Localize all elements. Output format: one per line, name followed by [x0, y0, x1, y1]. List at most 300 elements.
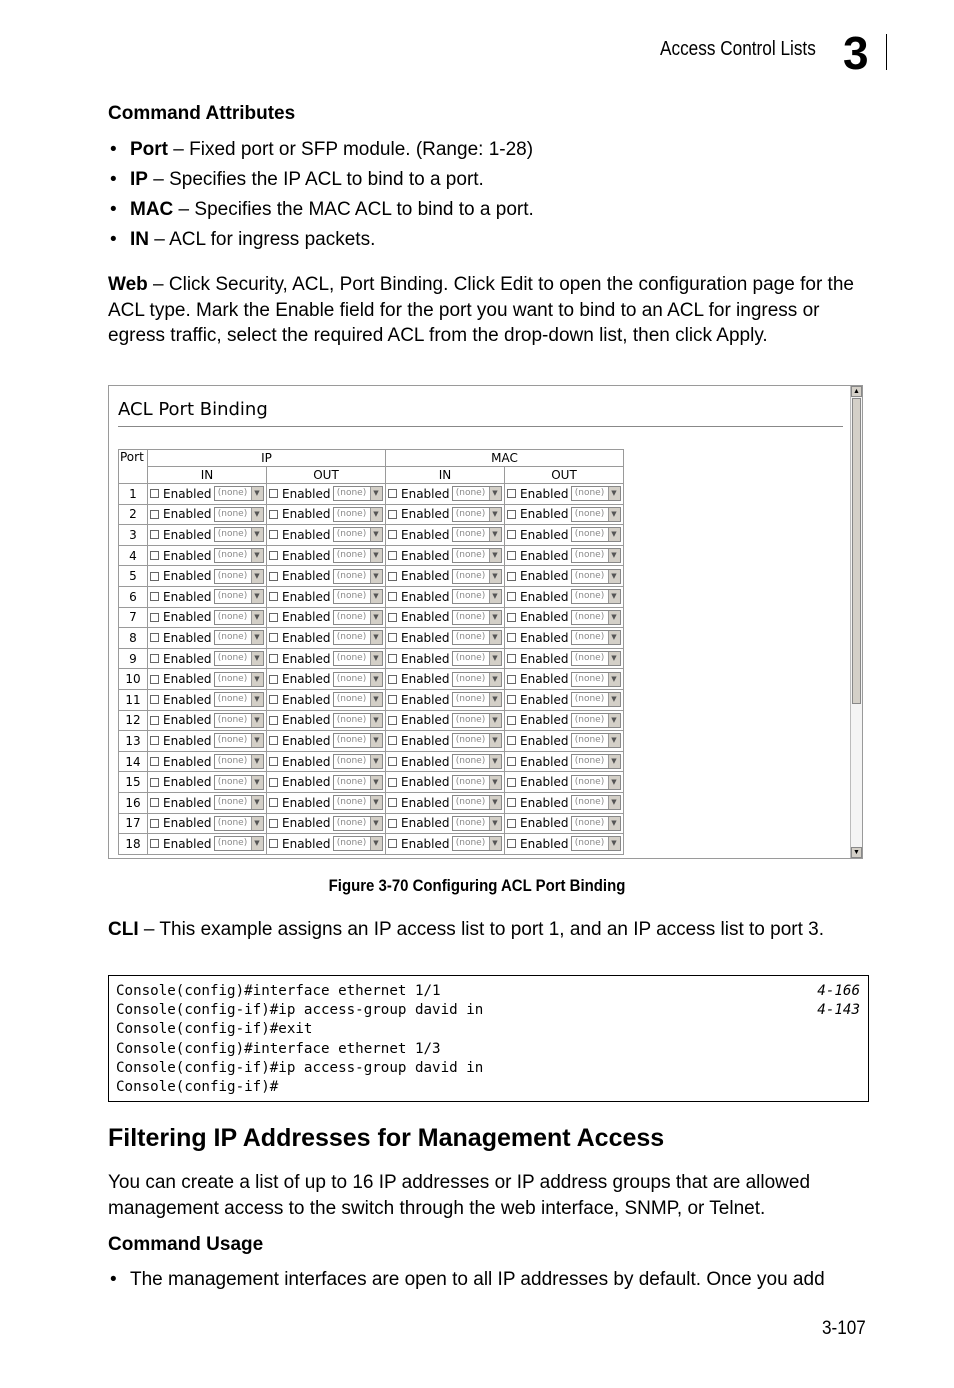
- enabled-label: Enabled: [163, 610, 212, 625]
- acl-select[interactable]: [452, 527, 502, 542]
- acl-select[interactable]: [214, 713, 264, 728]
- binding-cell-mac-in: [386, 813, 505, 834]
- acl-select[interactable]: [571, 713, 621, 728]
- enabled-checkbox[interactable]: [507, 633, 516, 642]
- enabled-checkbox[interactable]: [269, 798, 278, 807]
- acl-select[interactable]: [214, 507, 264, 522]
- acl-select[interactable]: [333, 589, 383, 604]
- dropdown-arrow-icon[interactable]: ▼: [370, 755, 382, 768]
- attribute-item-ip: • IP – Specifies the IP ACL to bind to a port.: [108, 165, 868, 195]
- dropdown-arrow-icon[interactable]: ▼: [251, 631, 263, 644]
- acl-select[interactable]: [214, 486, 264, 501]
- dropdown-arrow-icon[interactable]: ▼: [489, 549, 501, 562]
- enabled-checkbox[interactable]: [150, 530, 159, 539]
- acl-select-value: (none): [217, 694, 248, 705]
- acl-select[interactable]: [452, 630, 502, 645]
- enabled-checkbox[interactable]: [150, 654, 159, 663]
- binding-cell-ip-in: [148, 792, 267, 813]
- acl-select[interactable]: [333, 836, 383, 851]
- enabled-checkbox[interactable]: [150, 798, 159, 807]
- dropdown-arrow-icon[interactable]: ▼: [489, 508, 501, 521]
- acl-select-value: (none): [336, 529, 367, 540]
- dropdown-arrow-icon[interactable]: ▼: [251, 528, 263, 541]
- acl-select-value: (none): [574, 673, 605, 684]
- enabled-checkbox[interactable]: [507, 736, 516, 745]
- dropdown-arrow-icon[interactable]: ▼: [370, 652, 382, 665]
- enabled-checkbox[interactable]: [150, 675, 159, 684]
- enabled-label: Enabled: [282, 775, 331, 790]
- binding-cell-mac-out: [505, 607, 624, 628]
- acl-select[interactable]: [452, 569, 502, 584]
- enabled-checkbox[interactable]: [388, 654, 397, 663]
- table-row: [119, 648, 624, 669]
- enabled-checkbox[interactable]: [388, 819, 397, 828]
- enabled-checkbox[interactable]: [507, 572, 516, 581]
- enabled-checkbox[interactable]: [269, 757, 278, 766]
- acl-select[interactable]: [571, 733, 621, 748]
- binding-cell-mac-out: [505, 628, 624, 649]
- acl-select[interactable]: [214, 651, 264, 666]
- dropdown-arrow-icon[interactable]: ▼: [370, 549, 382, 562]
- acl-select[interactable]: [571, 836, 621, 851]
- dropdown-arrow-icon[interactable]: ▼: [370, 734, 382, 747]
- enabled-label: Enabled: [282, 754, 331, 769]
- dropdown-arrow-icon[interactable]: ▼: [370, 817, 382, 830]
- dropdown-arrow-icon[interactable]: ▼: [251, 693, 263, 706]
- enabled-checkbox[interactable]: [269, 572, 278, 581]
- enabled-label: Enabled: [163, 569, 212, 584]
- dropdown-arrow-icon[interactable]: ▼: [370, 611, 382, 624]
- dropdown-arrow-icon[interactable]: ▼: [608, 549, 620, 562]
- table-row: [119, 772, 624, 793]
- dropdown-arrow-icon[interactable]: ▼: [489, 734, 501, 747]
- dropdown-arrow-icon[interactable]: ▼: [489, 590, 501, 603]
- acl-select[interactable]: [452, 486, 502, 501]
- acl-select[interactable]: [333, 569, 383, 584]
- enabled-label: Enabled: [163, 527, 212, 542]
- acl-select[interactable]: [214, 775, 264, 790]
- enabled-checkbox[interactable]: [269, 530, 278, 539]
- enabled-label: Enabled: [401, 713, 450, 728]
- dropdown-arrow-icon[interactable]: ▼: [370, 528, 382, 541]
- dropdown-arrow-icon[interactable]: ▼: [251, 776, 263, 789]
- acl-select-value: (none): [336, 673, 367, 684]
- enabled-checkbox[interactable]: [388, 839, 397, 848]
- acl-select[interactable]: [452, 836, 502, 851]
- table-row: [119, 545, 624, 566]
- acl-select[interactable]: [452, 754, 502, 769]
- enabled-checkbox[interactable]: [150, 592, 159, 601]
- acl-select-value: (none): [455, 591, 486, 602]
- section-intro: You can create a list of up to 16 IP addresses or IP address groups that are allowed management access to the switch through the web interface, SNMP, or Telnet.: [108, 1172, 811, 1219]
- enabled-checkbox[interactable]: [150, 716, 159, 725]
- dropdown-arrow-icon[interactable]: ▼: [370, 508, 382, 521]
- acl-select-value: (none): [574, 797, 605, 808]
- enabled-checkbox[interactable]: [388, 736, 397, 745]
- acl-select[interactable]: [333, 754, 383, 769]
- dropdown-arrow-icon[interactable]: ▼: [251, 590, 263, 603]
- enabled-checkbox[interactable]: [507, 757, 516, 766]
- acl-select[interactable]: [571, 548, 621, 563]
- enabled-label: Enabled: [520, 589, 569, 604]
- enabled-label: Enabled: [163, 836, 212, 851]
- acl-select-value: (none): [336, 797, 367, 808]
- enabled-checkbox[interactable]: [507, 530, 516, 539]
- dropdown-arrow-icon[interactable]: ▼: [370, 714, 382, 727]
- enabled-checkbox[interactable]: [388, 510, 397, 519]
- acl-select[interactable]: [214, 630, 264, 645]
- enabled-checkbox[interactable]: [388, 675, 397, 684]
- enabled-checkbox[interactable]: [507, 613, 516, 622]
- acl-select[interactable]: [214, 836, 264, 851]
- binding-cell-ip-out: [267, 813, 386, 834]
- acl-select[interactable]: [452, 795, 502, 810]
- enabled-checkbox[interactable]: [507, 654, 516, 663]
- dropdown-arrow-icon[interactable]: ▼: [251, 837, 263, 850]
- attribute-list: [108, 135, 868, 255]
- dropdown-arrow-icon[interactable]: ▼: [608, 714, 620, 727]
- acl-select[interactable]: [571, 630, 621, 645]
- enabled-checkbox[interactable]: [507, 839, 516, 848]
- dropdown-arrow-icon[interactable]: ▼: [489, 673, 501, 686]
- port-number: 18: [119, 834, 148, 855]
- enabled-checkbox[interactable]: [507, 716, 516, 725]
- acl-select-value: (none): [574, 776, 605, 787]
- acl-select[interactable]: [571, 486, 621, 501]
- acl-select-value: (none): [217, 735, 248, 746]
- enabled-checkbox[interactable]: [150, 489, 159, 498]
- enabled-checkbox[interactable]: [269, 736, 278, 745]
- enabled-checkbox[interactable]: [507, 778, 516, 787]
- acl-select[interactable]: [214, 548, 264, 563]
- acl-select[interactable]: [571, 795, 621, 810]
- dropdown-arrow-icon[interactable]: ▼: [489, 652, 501, 665]
- binding-cell-ip-in: [148, 566, 267, 587]
- acl-select[interactable]: [452, 816, 502, 831]
- acl-select[interactable]: [452, 507, 502, 522]
- dropdown-arrow-icon[interactable]: ▼: [489, 796, 501, 809]
- enabled-label: Enabled: [163, 795, 212, 810]
- acl-select[interactable]: [452, 733, 502, 748]
- acl-select[interactable]: [214, 733, 264, 748]
- acl-select[interactable]: [571, 610, 621, 625]
- dropdown-arrow-icon[interactable]: ▼: [608, 693, 620, 706]
- acl-binding-table: [118, 449, 624, 855]
- enabled-checkbox[interactable]: [507, 819, 516, 828]
- acl-select[interactable]: [214, 816, 264, 831]
- table-row: [119, 607, 624, 628]
- acl-select-value: (none): [217, 570, 248, 581]
- sub-header-mac-out: OUT: [505, 467, 624, 484]
- enabled-checkbox[interactable]: [150, 736, 159, 745]
- dropdown-arrow-icon[interactable]: ▼: [608, 611, 620, 624]
- dropdown-arrow-icon[interactable]: ▼: [489, 611, 501, 624]
- enabled-checkbox[interactable]: [269, 819, 278, 828]
- enabled-checkbox[interactable]: [507, 551, 516, 560]
- dropdown-arrow-icon[interactable]: ▼: [370, 673, 382, 686]
- enabled-checkbox[interactable]: [269, 489, 278, 498]
- dropdown-arrow-icon[interactable]: ▼: [370, 631, 382, 644]
- enabled-checkbox[interactable]: [388, 592, 397, 601]
- enabled-checkbox[interactable]: [507, 592, 516, 601]
- acl-select[interactable]: [333, 672, 383, 687]
- code-line: Console(config)#interface ethernet 1/3: [116, 1040, 441, 1057]
- section-heading: Filtering IP Addresses for Management Access: [108, 1124, 665, 1152]
- acl-select-value: (none): [574, 570, 605, 581]
- acl-select[interactable]: [214, 527, 264, 542]
- acl-select[interactable]: [452, 672, 502, 687]
- table-row: [119, 566, 624, 587]
- acl-select[interactable]: [333, 486, 383, 501]
- acl-select[interactable]: [333, 816, 383, 831]
- dropdown-arrow-icon[interactable]: ▼: [489, 817, 501, 830]
- binding-cell-ip-out: [267, 504, 386, 525]
- dropdown-arrow-icon[interactable]: ▼: [489, 570, 501, 583]
- acl-select[interactable]: [333, 733, 383, 748]
- enabled-checkbox[interactable]: [269, 695, 278, 704]
- code-line: Console(config)#interface ethernet 1/1 4-166: [116, 983, 860, 999]
- dropdown-arrow-icon[interactable]: ▼: [251, 611, 263, 624]
- dropdown-arrow-icon[interactable]: ▼: [370, 590, 382, 603]
- acl-select[interactable]: [452, 775, 502, 790]
- binding-cell-ip-in: [148, 504, 267, 525]
- binding-cell-ip-in: [148, 834, 267, 855]
- dropdown-arrow-icon[interactable]: ▼: [608, 590, 620, 603]
- acl-select[interactable]: [333, 548, 383, 563]
- dropdown-arrow-icon[interactable]: ▼: [251, 734, 263, 747]
- code-line: Console(config-if)#ip access-group david in: [116, 1059, 484, 1076]
- binding-cell-ip-in: [148, 710, 267, 731]
- dropdown-arrow-icon[interactable]: ▼: [608, 755, 620, 768]
- enabled-checkbox[interactable]: [388, 716, 397, 725]
- dropdown-arrow-icon[interactable]: ▼: [251, 714, 263, 727]
- enabled-checkbox[interactable]: [150, 839, 159, 848]
- enabled-label: Enabled: [520, 713, 569, 728]
- binding-cell-ip-out: [267, 731, 386, 752]
- enabled-checkbox[interactable]: [507, 489, 516, 498]
- acl-select[interactable]: [571, 527, 621, 542]
- acl-select[interactable]: [214, 672, 264, 687]
- enabled-checkbox[interactable]: [507, 798, 516, 807]
- dropdown-arrow-icon[interactable]: ▼: [370, 693, 382, 706]
- enabled-label: Enabled: [401, 527, 450, 542]
- enabled-checkbox[interactable]: [150, 757, 159, 766]
- acl-select[interactable]: [214, 795, 264, 810]
- acl-select[interactable]: [571, 692, 621, 707]
- enabled-checkbox[interactable]: [388, 489, 397, 498]
- enabled-checkbox[interactable]: [388, 633, 397, 642]
- enabled-checkbox[interactable]: [388, 798, 397, 807]
- port-number: 17: [119, 813, 148, 834]
- acl-select[interactable]: [214, 610, 264, 625]
- enabled-label: Enabled: [282, 486, 331, 501]
- enabled-checkbox[interactable]: [269, 633, 278, 642]
- dropdown-arrow-icon[interactable]: ▼: [251, 652, 263, 665]
- enabled-label: Enabled: [520, 692, 569, 707]
- enabled-checkbox[interactable]: [269, 716, 278, 725]
- acl-select[interactable]: [571, 569, 621, 584]
- enabled-checkbox[interactable]: [507, 695, 516, 704]
- enabled-checkbox[interactable]: [388, 695, 397, 704]
- enabled-checkbox[interactable]: [269, 613, 278, 622]
- acl-select[interactable]: [571, 651, 621, 666]
- enabled-checkbox[interactable]: [507, 675, 516, 684]
- dropdown-arrow-icon[interactable]: ▼: [489, 776, 501, 789]
- enabled-checkbox[interactable]: [150, 551, 159, 560]
- enabled-label: Enabled: [282, 651, 331, 666]
- binding-cell-ip-in: [148, 586, 267, 607]
- command-attributes-heading: Command Attributes: [108, 103, 296, 124]
- enabled-checkbox[interactable]: [269, 839, 278, 848]
- acl-select[interactable]: [571, 672, 621, 687]
- dropdown-arrow-icon[interactable]: ▼: [251, 755, 263, 768]
- table-row: [119, 813, 624, 834]
- dropdown-arrow-icon[interactable]: ▼: [251, 796, 263, 809]
- enabled-label: Enabled: [401, 836, 450, 851]
- dropdown-arrow-icon[interactable]: ▼: [608, 817, 620, 830]
- acl-select[interactable]: [214, 569, 264, 584]
- enabled-checkbox[interactable]: [269, 654, 278, 663]
- enabled-checkbox[interactable]: [150, 510, 159, 519]
- acl-select[interactable]: [333, 692, 383, 707]
- scroll-up-icon[interactable]: ▲: [851, 386, 862, 397]
- acl-select[interactable]: [452, 548, 502, 563]
- dropdown-arrow-icon[interactable]: ▼: [370, 776, 382, 789]
- acl-select[interactable]: [452, 589, 502, 604]
- acl-select[interactable]: [333, 713, 383, 728]
- acl-select-value: (none): [336, 756, 367, 767]
- enabled-checkbox[interactable]: [388, 757, 397, 766]
- enabled-label: Enabled: [282, 733, 331, 748]
- enabled-checkbox[interactable]: [388, 613, 397, 622]
- binding-cell-ip-out: [267, 751, 386, 772]
- dropdown-arrow-icon[interactable]: ▼: [608, 673, 620, 686]
- acl-select-value: (none): [217, 817, 248, 828]
- scroll-down-icon[interactable]: ▼: [851, 847, 862, 858]
- acl-select[interactable]: [452, 713, 502, 728]
- enabled-checkbox[interactable]: [150, 633, 159, 642]
- dropdown-arrow-icon[interactable]: ▼: [608, 631, 620, 644]
- enabled-checkbox[interactable]: [388, 572, 397, 581]
- dropdown-arrow-icon[interactable]: ▼: [489, 631, 501, 644]
- enabled-checkbox[interactable]: [150, 778, 159, 787]
- dropdown-arrow-icon[interactable]: ▼: [608, 528, 620, 541]
- port-number: 3: [119, 525, 148, 546]
- acl-select[interactable]: [333, 507, 383, 522]
- acl-select-value: (none): [455, 735, 486, 746]
- enabled-label: Enabled: [401, 569, 450, 584]
- binding-cell-ip-out: [267, 772, 386, 793]
- dropdown-arrow-icon[interactable]: ▼: [608, 487, 620, 500]
- table-row: [119, 504, 624, 525]
- acl-select-value: (none): [217, 508, 248, 519]
- acl-select[interactable]: [214, 754, 264, 769]
- dropdown-arrow-icon[interactable]: ▼: [608, 652, 620, 665]
- enabled-checkbox[interactable]: [388, 778, 397, 787]
- acl-select-value: (none): [217, 673, 248, 684]
- enabled-checkbox[interactable]: [269, 551, 278, 560]
- enabled-checkbox[interactable]: [150, 572, 159, 581]
- enabled-checkbox[interactable]: [388, 551, 397, 560]
- dropdown-arrow-icon[interactable]: ▼: [608, 776, 620, 789]
- enabled-checkbox[interactable]: [507, 510, 516, 519]
- enabled-checkbox[interactable]: [269, 778, 278, 787]
- enabled-label: Enabled: [401, 548, 450, 563]
- dropdown-arrow-icon[interactable]: ▼: [251, 549, 263, 562]
- enabled-label: Enabled: [282, 630, 331, 645]
- dropdown-arrow-icon[interactable]: ▼: [489, 837, 501, 850]
- enabled-checkbox[interactable]: [150, 695, 159, 704]
- dropdown-arrow-icon[interactable]: ▼: [608, 734, 620, 747]
- scrollbar-thumb[interactable]: [852, 398, 861, 704]
- acl-select[interactable]: [571, 507, 621, 522]
- acl-select-value: (none): [574, 694, 605, 705]
- table-row: [119, 484, 624, 505]
- binding-cell-mac-out: [505, 689, 624, 710]
- dropdown-arrow-icon[interactable]: ▼: [251, 508, 263, 521]
- acl-select[interactable]: [333, 775, 383, 790]
- enabled-checkbox[interactable]: [150, 819, 159, 828]
- acl-select[interactable]: [333, 527, 383, 542]
- acl-select[interactable]: [571, 754, 621, 769]
- acl-select[interactable]: [333, 651, 383, 666]
- enabled-checkbox[interactable]: [388, 530, 397, 539]
- dropdown-arrow-icon[interactable]: ▼: [489, 693, 501, 706]
- acl-select[interactable]: [214, 589, 264, 604]
- dropdown-arrow-icon[interactable]: ▼: [370, 570, 382, 583]
- dropdown-arrow-icon[interactable]: ▼: [251, 487, 263, 500]
- dropdown-arrow-icon[interactable]: ▼: [489, 755, 501, 768]
- acl-select[interactable]: [333, 610, 383, 625]
- binding-cell-mac-out: [505, 545, 624, 566]
- acl-select[interactable]: [333, 795, 383, 810]
- dropdown-arrow-icon[interactable]: ▼: [370, 837, 382, 850]
- dropdown-arrow-icon[interactable]: ▼: [251, 817, 263, 830]
- acl-select[interactable]: [571, 816, 621, 831]
- binding-cell-ip-out: [267, 545, 386, 566]
- enabled-checkbox[interactable]: [269, 510, 278, 519]
- dropdown-arrow-icon[interactable]: ▼: [608, 508, 620, 521]
- dropdown-arrow-icon[interactable]: ▼: [608, 570, 620, 583]
- acl-select[interactable]: [214, 692, 264, 707]
- dropdown-arrow-icon[interactable]: ▼: [608, 796, 620, 809]
- acl-select[interactable]: [452, 651, 502, 666]
- acl-select[interactable]: [452, 692, 502, 707]
- dropdown-arrow-icon[interactable]: ▼: [251, 570, 263, 583]
- acl-select[interactable]: [333, 630, 383, 645]
- acl-select[interactable]: [452, 610, 502, 625]
- dropdown-arrow-icon[interactable]: ▼: [370, 796, 382, 809]
- dropdown-arrow-icon[interactable]: ▼: [251, 673, 263, 686]
- port-number: 14: [119, 751, 148, 772]
- table-row: [119, 628, 624, 649]
- dropdown-arrow-icon[interactable]: ▼: [608, 837, 620, 850]
- enabled-checkbox[interactable]: [150, 613, 159, 622]
- acl-select[interactable]: [571, 589, 621, 604]
- enabled-checkbox[interactable]: [269, 675, 278, 684]
- enabled-label: Enabled: [282, 507, 331, 522]
- acl-select[interactable]: [571, 775, 621, 790]
- dropdown-arrow-icon[interactable]: ▼: [370, 487, 382, 500]
- vertical-scrollbar[interactable]: [850, 386, 862, 858]
- enabled-label: Enabled: [163, 816, 212, 831]
- dropdown-arrow-icon[interactable]: ▼: [489, 714, 501, 727]
- enabled-checkbox[interactable]: [269, 592, 278, 601]
- binding-cell-mac-out: [505, 772, 624, 793]
- enabled-label: Enabled: [520, 795, 569, 810]
- dropdown-arrow-icon[interactable]: ▼: [489, 528, 501, 541]
- dropdown-arrow-icon[interactable]: ▼: [489, 487, 501, 500]
